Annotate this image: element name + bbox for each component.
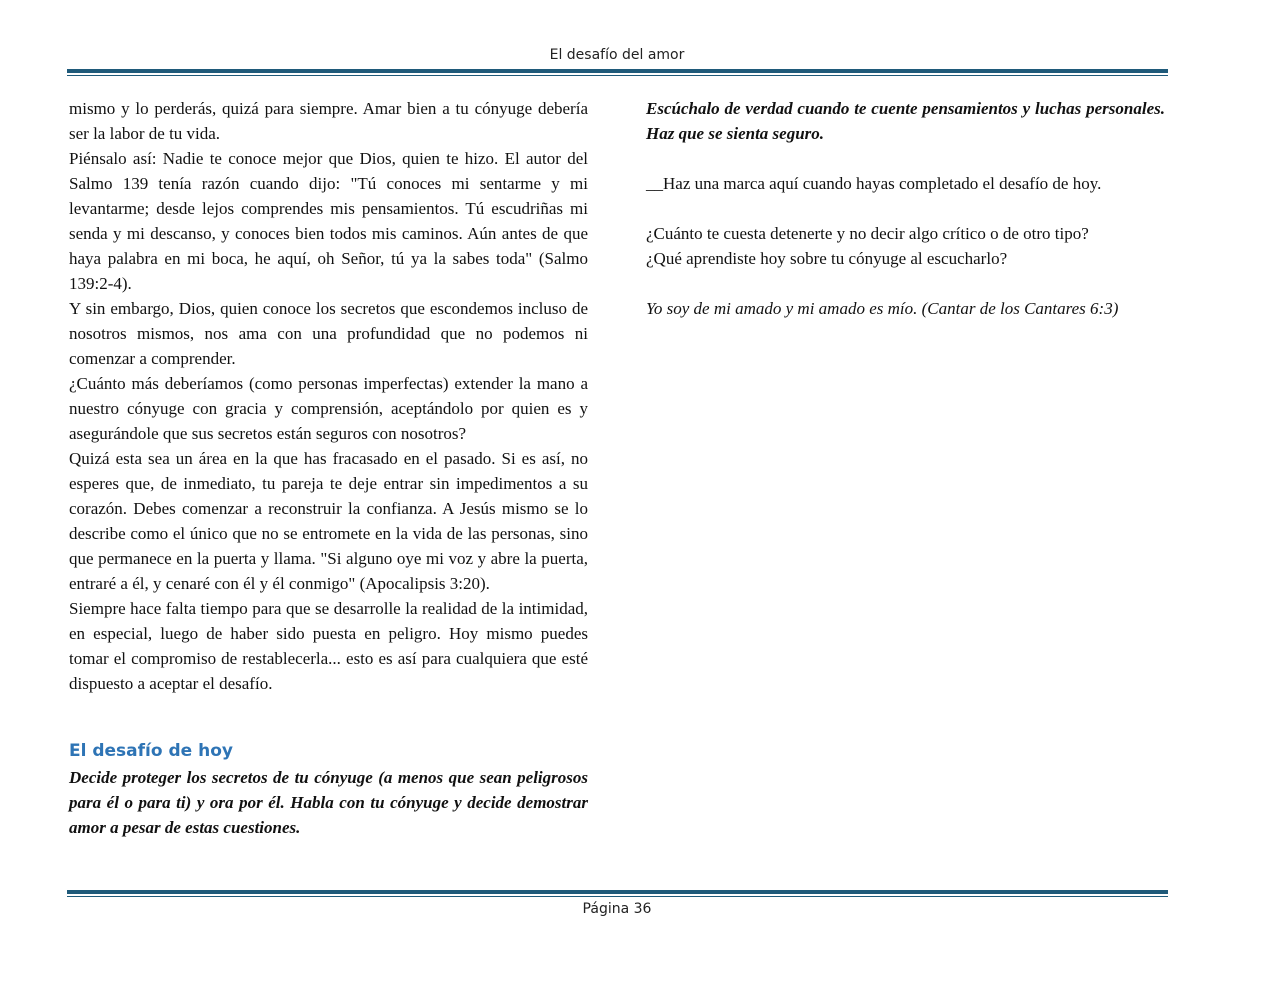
body-paragraph: ¿Cuánto más deberíamos (como personas imperfectas) extender la mano a nuestro cónyuge con gracia y comprensión, aceptándolo por quien es y asegurándole que sus secretos están seguros con nosotros? [69,374,588,443]
footer-rule-thin [67,896,1168,897]
reflection-question: ¿Qué aprendiste hoy sobre tu cónyuge al escucharlo? [646,249,1008,268]
footer-rule-thick [67,890,1168,894]
spacer [646,196,1165,221]
footer-rule [67,890,1168,897]
body-paragraph: mismo y lo perderás, quizá para siempre. Amar bien a tu cónyuge debería ser la labor de tu vida. [69,99,588,143]
body-paragraph: Y sin embargo, Dios, quien conoce los secretos que escondemos incluso de nosotros mismos, nos ama con una profundidad que no podemos ni comenzar a comprender. [69,299,588,368]
body-paragraph: Piénsalo así: Nadie te conoce mejor que Dios, quien te hizo. El autor del Salmo 139 tenía razón cuando dijo: "Tú conoces mi sentarme y mi levantarme; desde lejos comprendes mis pensamientos. Tú escudriñas mi senda y mi descanso, y conoces bien todos mis caminos. Aún antes de que haya palabra en mi boca, he aquí, oh Señor, tú ya la sabes toda" (Salmo 139:2-4). [69,149,588,293]
right-column [646,96,1165,321]
header-rule-thick [67,69,1168,73]
body-paragraph: Quizá esta sea un área en la que has fracasado en el pasado. Si es así, no esperes que, de inmediato, tu pareja te deje entrar sin impedimentos a su corazón. Debes comenzar a reconstruir la confianza. A Jesús mismo se lo describe como el único que no se entromete en la vida de las personas, sino que permanece en la puerta y llama. "Si alguno oye mi voz y abre la puerta, entraré a él, y cenaré con él y él conmigo" (Apocalipsis 3:20). [69,449,588,593]
body-paragraph: Siempre hace falta tiempo para que se desarrolle la realidad de la intimidad, en especial, luego de haber sido puesta en peligro. Hoy mismo puedes tomar el compromiso de restablecerla... esto es así para cualquiera que esté dispuesto a aceptar el desafío. [69,599,588,693]
spacer [646,271,1165,296]
challenge-continuation: Escúchalo de verdad cuando te cuente pensamientos y luchas personales. Haz que se sienta seguro. [646,99,1165,143]
bible-verse: Yo soy de mi amado y mi amado es mío. (Cantar de los Cantares 6:3) [646,299,1119,318]
spacer [646,146,1165,171]
challenge-text: Decide proteger los secretos de tu cónyuge (a menos que sean peligrosos para él o para ti) y ora por él. Habla con tu cónyuge y decide demostrar amor a pesar de estas cuestiones. [69,768,588,837]
left-column [69,96,588,840]
checkmark-line: __Haz una marca aquí cuando hayas completado el desafío de hoy. [646,174,1102,193]
reflection-question: ¿Cuánto te cuesta detenerte y no decir algo crítico o de otro tipo? [646,224,1089,243]
running-header-title: El desafío del amor [549,47,685,63]
header-rule [67,69,1168,76]
header-rule-thin [67,75,1168,76]
section-heading: El desafío de hoy [69,741,233,761]
page-number: Página 36 [582,901,652,917]
